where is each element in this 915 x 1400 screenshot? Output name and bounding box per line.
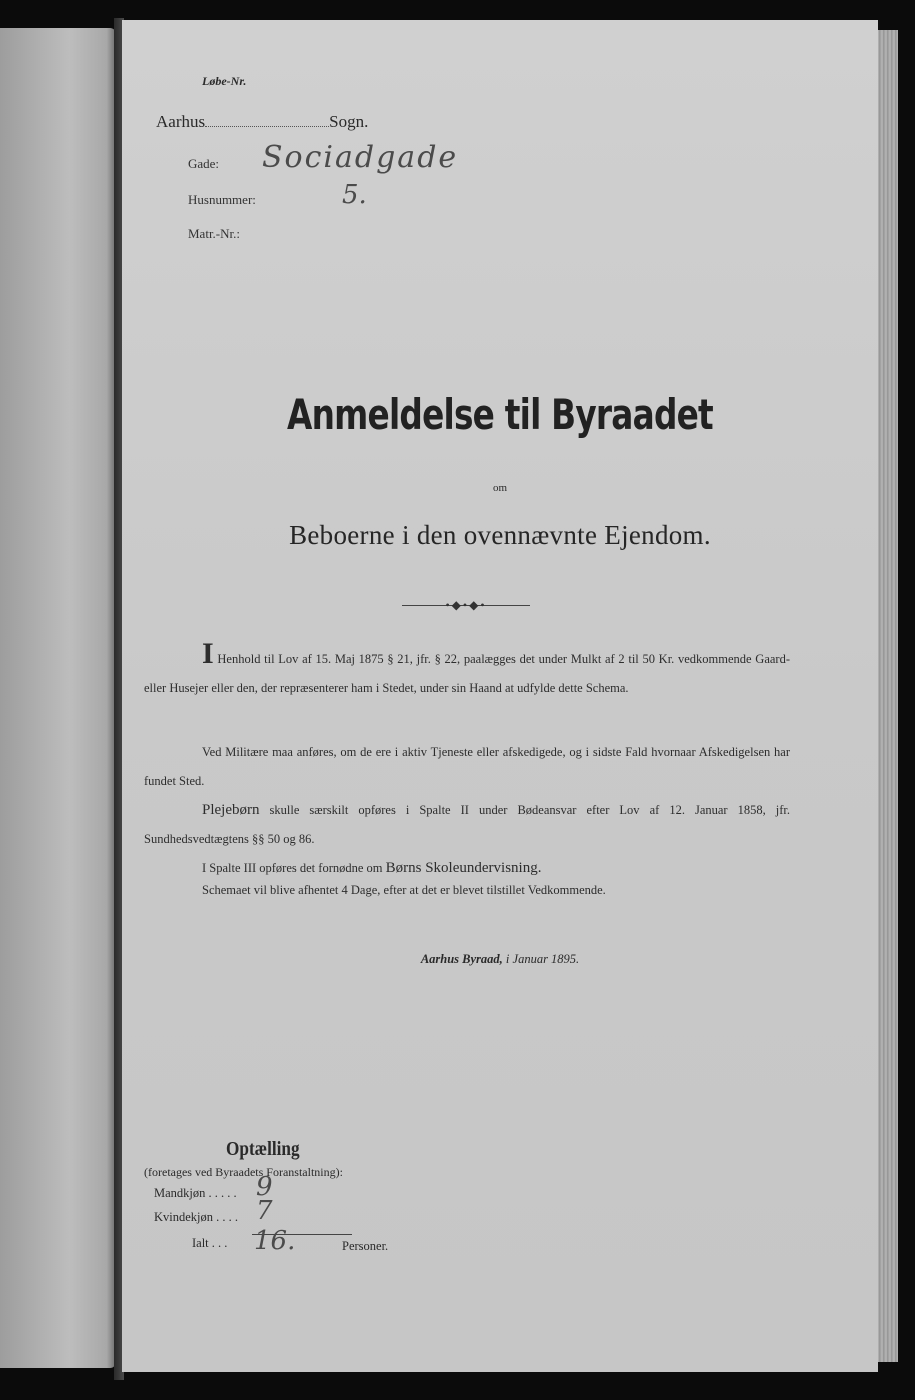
parish-line — [156, 112, 368, 132]
parish-dotted-line — [205, 126, 329, 127]
parish-city: Aarhus — [156, 112, 206, 131]
parish-suffix: Sogn. — [329, 112, 369, 131]
instruction-paragraph-3 — [144, 796, 790, 854]
instruction-paragraph-1 — [144, 637, 790, 703]
signature-line — [122, 952, 878, 967]
count-title: Optælling — [226, 1138, 300, 1160]
female-value: 7 — [256, 1196, 273, 1226]
dropcap: I — [202, 637, 214, 670]
male-value: 9 — [256, 1172, 273, 1202]
signature-date: i Januar 1895. — [505, 952, 580, 966]
school-emphasis: Børns Skoleundervisning. — [385, 860, 542, 876]
instruction-paragraph-2: Ved Militære maa anføres, om de ere i aktiv Tjeneste eller afskedigede, og i sidste Fald hvornaar Afskedigelsen har fundet Sted. — [144, 745, 790, 788]
lobe-nr-label: Løbe-Nr. — [202, 74, 247, 88]
plejeborn-emphasis: Plejebørn — [202, 802, 260, 818]
page-edge — [876, 30, 898, 1362]
ornament-dots: •◆•◆• — [445, 598, 487, 612]
female-label: Kvindekjøn — [154, 1210, 214, 1224]
instruction-paragraph-5: Schemaet vil blive afhentet 4 Dage, efter at det er blevet tilstillet Vedkommende. — [202, 883, 606, 897]
instruction-text-3: skulle særskilt opføres i Spalte II under Bødeansvar efter Lov af 12. Januar 1858, jfr. Sundhedsvedtægtens §§ 50 og 86. — [144, 803, 790, 846]
female-row: Kvindekjøn . . . . — [154, 1210, 239, 1224]
document-page — [122, 20, 878, 1372]
count-subtitle: (foretages ved Byraadets Foranstaltning): — [144, 1165, 343, 1179]
signature-author: Aarhus Byraad, — [420, 952, 503, 966]
street-value: Sociadgade — [262, 140, 459, 175]
male-row: Mandkjøn . . . . . — [154, 1186, 237, 1200]
document-subtitle: Beboerne i den ovennævnte Ejendom. — [289, 520, 711, 550]
total-value: 16. — [254, 1226, 296, 1256]
male-label: Mandkjøn — [154, 1186, 206, 1200]
house-number-value: 5. — [342, 180, 367, 210]
title-connector: om — [492, 482, 508, 494]
street-label: Gade: — [188, 156, 220, 171]
left-page — [0, 28, 116, 1368]
total-label: Ialt — [192, 1236, 209, 1250]
total-row: Ialt . . . — [192, 1236, 228, 1250]
instruction-text-1: Henhold til Lov af 15. Maj 1875 § 21, jfr. § 22, paalægges det under Mulkt af 2 til 50 Kr. vedkommende Gaard- eller Husejer eller den, der repræsenterer ham i Stedet, under sin Haand at udfylde dette Schema. — [144, 652, 790, 695]
instruction-text-4: I Spalte III opføres det fornødne om — [202, 861, 383, 875]
house-number-label: Husnummer: — [188, 192, 256, 207]
matr-label: Matr.-Nr.: — [188, 226, 240, 241]
document-title: Anmeldelse til Byraadet — [287, 390, 713, 439]
persons-label: Personer. — [342, 1239, 389, 1253]
